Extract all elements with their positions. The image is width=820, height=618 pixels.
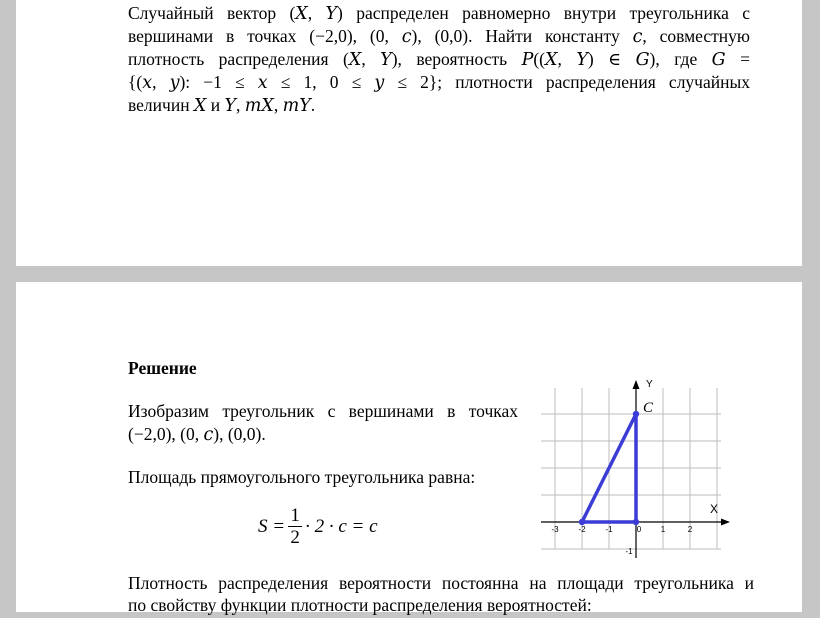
problem-line-2: вершинами в точках (−2,0), (0, 𝑐), (0,0). Найти константу 𝑐, совместную xyxy=(128,26,750,46)
intro-line-1: Изобразим треугольник с вершинами в точках xyxy=(128,401,518,421)
x-tick-label: -2 xyxy=(578,525,586,534)
area-text: Площадь прямоугольного треугольника равна: xyxy=(128,467,476,487)
x-tick-labels xyxy=(551,525,692,534)
page-top xyxy=(16,0,802,266)
formula-denominator: 2 xyxy=(290,527,300,548)
area-formula xyxy=(258,505,378,548)
triangle-graph xyxy=(535,374,735,562)
vertex-point xyxy=(633,519,639,525)
vertex-point xyxy=(579,519,585,525)
y-tick-label: -1 xyxy=(625,547,633,556)
problem-line-3: плотность распределения (𝑋, 𝑌), вероятность 𝑃((𝑋, 𝑌) ∈ 𝐺), где 𝐺 = xyxy=(128,49,750,69)
x-tick-label: 0 xyxy=(636,525,642,534)
x-tick-label: 1 xyxy=(660,525,666,534)
formula-fraction xyxy=(288,505,302,548)
x-tick-label: -1 xyxy=(605,525,613,534)
grid xyxy=(541,388,721,549)
y-axis-label: Y xyxy=(646,379,653,390)
x-axis-label: X xyxy=(710,502,719,516)
problem-line-1: Случайный вектор (𝑋, 𝑌) распределен равномерно внутри треугольника с xyxy=(128,3,750,23)
vertex-point xyxy=(633,411,639,417)
density-line: Плотность распределения вероятности постоянна на площади треугольника и xyxy=(128,573,754,593)
formula-numerator: 1 xyxy=(290,505,300,526)
x-tick-label: -3 xyxy=(551,525,559,534)
formula-lhs: S = xyxy=(258,515,286,537)
density-line-cut: по свойству функции плотности распределения вероятностей: xyxy=(128,595,592,615)
solution-heading: Решение xyxy=(128,358,197,378)
vertex-c-label: C xyxy=(643,400,654,416)
x-tick-label: 2 xyxy=(687,525,693,534)
problem-line-4: {(𝑥, 𝑦): −1 ≤ 𝑥 ≤ 1, 0 ≤ 𝑦 ≤ 2}; плотности распределения случайных xyxy=(128,72,750,92)
problem-line-5: величин 𝑋 и 𝑌, 𝑚𝑋, 𝑚𝑌. xyxy=(128,95,316,115)
intro-line-2: (−2,0), (0, 𝑐), (0,0). xyxy=(128,424,266,444)
formula-rhs: · 2 · c = c xyxy=(305,515,378,537)
